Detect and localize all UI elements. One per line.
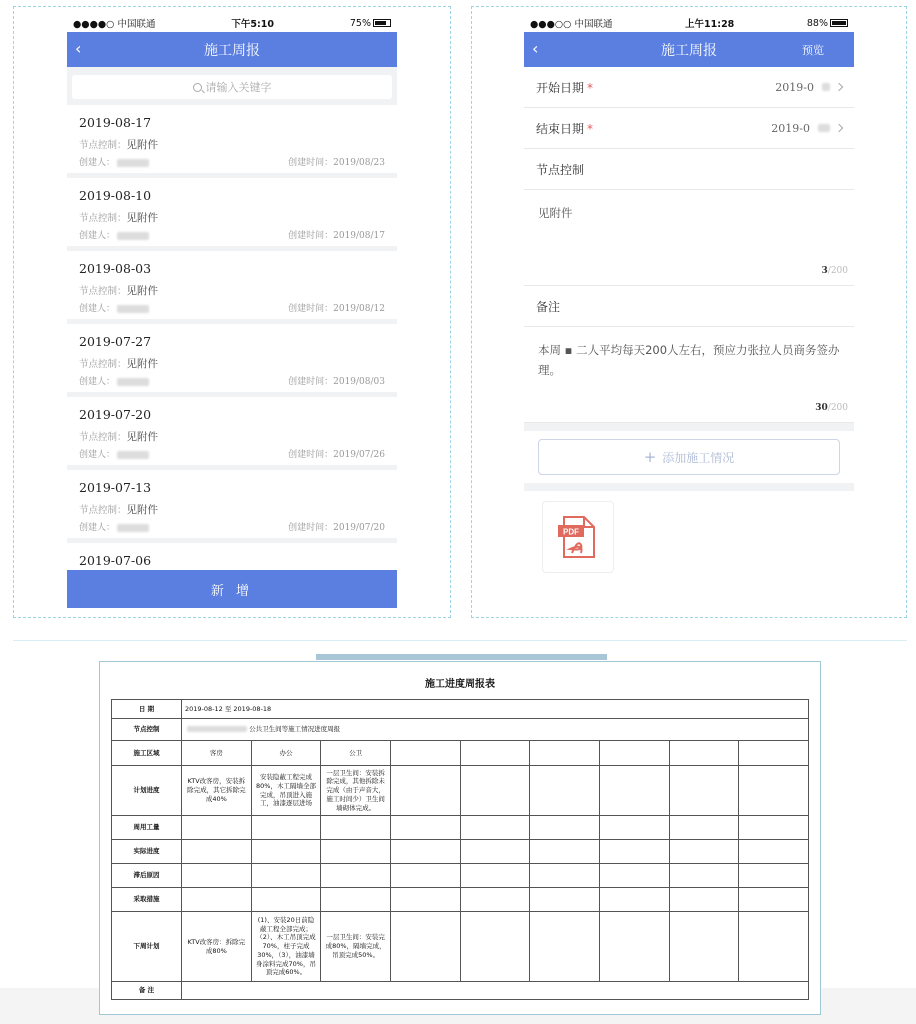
battery-icon <box>373 19 391 27</box>
row-label: 节点控制 <box>112 719 182 741</box>
list-item[interactable] <box>67 470 397 538</box>
record-created: 创建时间：2019/08/17 <box>288 231 385 241</box>
add-situation-button[interactable] <box>538 439 840 475</box>
svg-text:PDF: PDF <box>563 527 579 537</box>
table-row <box>112 700 809 719</box>
document-tab-bar <box>316 654 607 660</box>
record-date: 2019-07-13 <box>79 480 152 495</box>
record-creator: 创建人： <box>79 374 149 387</box>
record-creator: 创建人： <box>79 228 149 241</box>
chevron-right-icon <box>835 124 843 132</box>
record-control: 节点控制：见附件 <box>79 139 159 151</box>
page-title: 施工周报 <box>661 42 717 59</box>
table-row <box>112 816 809 840</box>
start-date-label: 开始日期 <box>536 80 585 95</box>
search-icon <box>193 83 202 92</box>
list-item[interactable] <box>67 397 397 465</box>
add-situation-label: 添加施工情况 <box>662 450 735 465</box>
search-placeholder: 请输入关键字 <box>205 81 272 94</box>
divider <box>13 640 907 641</box>
record-meta <box>79 155 385 168</box>
node-control-label-row <box>524 149 854 190</box>
record-control: 节点控制：见附件 <box>79 285 159 297</box>
record-date: 2019-08-17 <box>79 115 152 130</box>
start-date-value: 2019-0 <box>775 80 814 94</box>
carrier: ●●●●○ 中国联通 <box>73 19 156 30</box>
back-chevron-icon[interactable]: ‹ <box>532 39 539 58</box>
record-date: 2019-07-06 <box>79 553 152 568</box>
pdf-file-icon <box>558 515 598 559</box>
status-bar <box>67 14 397 32</box>
battery: 75% <box>350 18 391 29</box>
report-document <box>99 661 821 1015</box>
battery: 88% <box>807 18 848 29</box>
area-cell: 客房 <box>182 741 252 766</box>
search-area <box>67 67 397 105</box>
char-counter: 30/200 <box>815 402 848 413</box>
record-meta <box>79 447 385 460</box>
end-date-field[interactable]: 结束日期 * 2019-0 <box>524 108 854 149</box>
separator <box>524 483 854 491</box>
end-date-value: 2019-0 <box>771 121 810 135</box>
list-screen <box>67 14 397 608</box>
back-chevron-icon[interactable]: ‹ <box>75 39 82 58</box>
record-created: 创建时间：2019/07/20 <box>288 523 385 533</box>
record-meta <box>79 301 385 314</box>
attachments <box>524 491 854 583</box>
pdf-attachment[interactable] <box>542 501 614 573</box>
list-item[interactable] <box>67 324 397 392</box>
record-control: 节点控制：见附件 <box>79 431 159 443</box>
document-title: 施工进度周报表 <box>425 679 495 690</box>
row-label: 下周计划 <box>112 912 182 982</box>
list-item[interactable] <box>67 178 397 246</box>
status-bar <box>524 14 854 32</box>
plus-icon: + <box>643 448 657 466</box>
carrier: ●●●○○ 中国联通 <box>530 19 613 30</box>
list-item[interactable] <box>67 251 397 319</box>
control-value: 公共卫生间等施工情况进度周报 <box>182 719 809 741</box>
chevron-right-icon <box>835 83 843 91</box>
table-row <box>112 766 809 816</box>
record-created: 创建时间：2019/08/23 <box>288 158 385 168</box>
table-row <box>112 719 809 741</box>
record-creator: 创建人： <box>79 447 149 460</box>
row-label: 备 注 <box>112 982 182 1000</box>
nav-bar <box>524 32 854 67</box>
record-control: 节点控制：见附件 <box>79 358 159 370</box>
record-date: 2019-08-10 <box>79 188 152 203</box>
record-created: 创建时间：2019/08/03 <box>288 377 385 387</box>
record-creator: 创建人： <box>79 301 149 314</box>
record-date: 2019-07-27 <box>79 334 152 349</box>
battery-icon <box>830 19 848 27</box>
record-date: 2019-07-20 <box>79 407 152 422</box>
plan-cell: 安装隐蔽工程完成80%，木工隔墙全部完成，吊顶进入施工，油漆逐层进场 <box>251 766 321 816</box>
record-created: 创建时间：2019/07/26 <box>288 450 385 460</box>
row-label: 实际进度 <box>112 840 182 864</box>
row-label: 滞后原因 <box>112 864 182 888</box>
table-row <box>112 864 809 888</box>
add-button[interactable]: 新 增 <box>67 570 397 608</box>
plan-cell: KTV改客房，安装拆除完成，其它拆除完成40% <box>182 766 252 816</box>
record-created: 创建时间：2019/08/12 <box>288 304 385 314</box>
node-control-textarea[interactable] <box>524 190 854 286</box>
report-table <box>111 699 809 1000</box>
row-label: 采取措施 <box>112 888 182 912</box>
record-meta <box>79 520 385 533</box>
row-label: 日 期 <box>112 700 182 719</box>
nav-bar <box>67 32 397 67</box>
table-row <box>112 741 809 766</box>
plan-cell: 一层卫生间：安装拆除完成，其他拆除未完成（由于声音大，施工时间少）卫生间墙砌体完成。 <box>321 766 391 816</box>
row-label: 周用工量 <box>112 816 182 840</box>
record-date: 2019-08-03 <box>79 261 152 276</box>
list-item[interactable] <box>67 105 397 173</box>
node-control-label: 节点控制 <box>536 162 585 177</box>
next-cell: KTV改客房：拆除完成80% <box>182 912 252 982</box>
table-row <box>112 982 809 1000</box>
clock: 下午5:10 <box>231 19 274 30</box>
area-cell: 公卫 <box>321 741 391 766</box>
record-creator: 创建人： <box>79 155 149 168</box>
remark-text: 本周 ▪ 二人平均每天200人左右，预应力张拉人员商务签办理。 <box>538 343 840 377</box>
record-meta <box>79 228 385 241</box>
next-cell: 一层卫生间：安装完成80%，隔墙完成，吊顶完成50%。 <box>321 912 391 982</box>
row-label: 施工区域 <box>112 741 182 766</box>
separator <box>524 423 854 431</box>
table-row <box>112 888 809 912</box>
remark-textarea[interactable] <box>524 327 854 423</box>
clock: 上午11:28 <box>685 19 735 30</box>
start-date-field[interactable]: 开始日期 * 2019-0 <box>524 67 854 108</box>
form-screen <box>524 14 854 608</box>
row-label: 计划进度 <box>112 766 182 816</box>
remark-label-row <box>524 286 854 327</box>
end-date-label: 结束日期 <box>536 121 585 136</box>
char-counter: 3/200 <box>821 265 848 276</box>
report-list <box>67 105 397 608</box>
remark-label: 备注 <box>536 299 561 314</box>
preview-button[interactable]: 预览 <box>802 44 824 57</box>
node-control-text: 见附件 <box>538 206 573 220</box>
area-cell: 办公 <box>251 741 321 766</box>
record-creator: 创建人： <box>79 520 149 533</box>
record-control: 节点控制：见附件 <box>79 212 159 224</box>
table-row <box>112 840 809 864</box>
search-input[interactable] <box>72 75 392 99</box>
next-cell: (1)、安装20日前隐蔽工程全部完成；（2）、木工吊顶完成70%，柱子完成30%，（3），油漆墙身涂料完成70%，吊顶完成60%。 <box>251 912 321 982</box>
table-row <box>112 912 809 982</box>
record-control: 节点控制：见附件 <box>79 504 159 516</box>
date-value: 2019-08-12 至 2019-08-18 <box>182 700 809 719</box>
record-meta <box>79 374 385 387</box>
page-title: 施工周报 <box>204 42 260 59</box>
